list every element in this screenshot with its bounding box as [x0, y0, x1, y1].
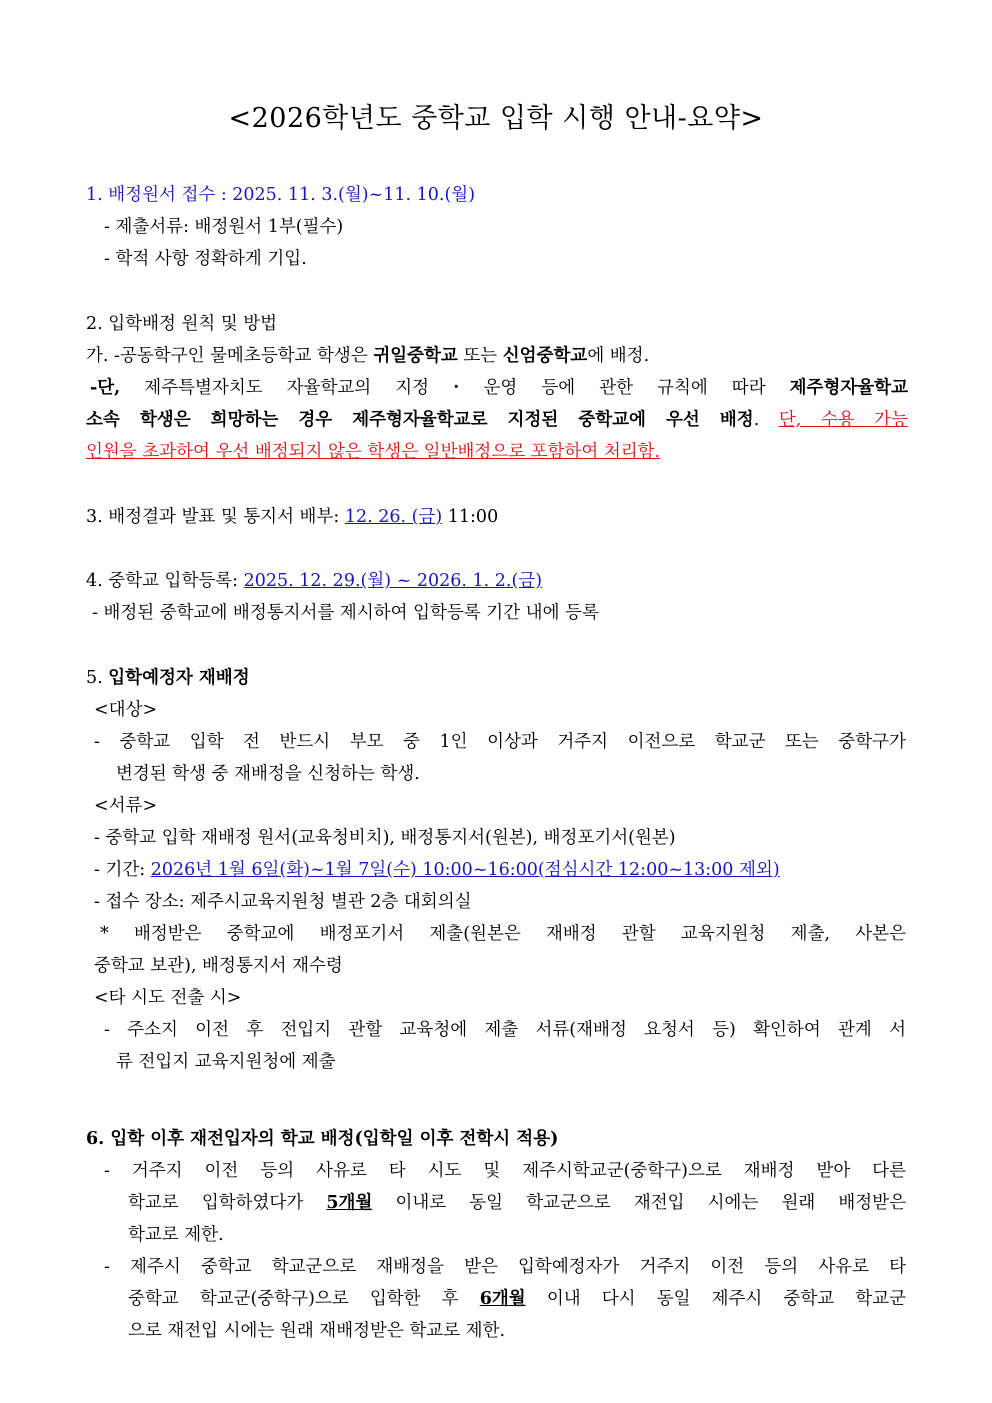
target-line-1: - 중학교 입학 전 반드시 부모 중 1인 이상과 거주지 이전으로 학교군 또는 중학구가 — [94, 732, 906, 752]
documents-label: <서류> — [94, 796, 158, 816]
section-2-exception-line-2 — [86, 408, 908, 432]
ga-suffix: 에 배정. — [587, 346, 650, 366]
period-value: 2026년 1월 6일(화)~1월 7일(수) 10:00~16:00(점심시간 12:00~13:00 제외) — [150, 860, 780, 880]
ga-prefix: 가. -공동학구인 물메초등학교 학생은 — [86, 346, 374, 366]
place-line: - 접수 장소: 제주시교육지원청 별관 2층 대회의실 — [94, 892, 472, 912]
other-region-label: <타 시도 전출 시> — [94, 988, 242, 1008]
registration-dates: 2025. 12. 29.(월) ~ 2026. 1. 2.(금) — [243, 571, 543, 591]
section-1-item-record: - 학적 사항 정확하게 기입. — [104, 249, 307, 269]
section-1-item-documents: - 제출서류: 배정원서 1부(필수) — [104, 217, 344, 237]
announcement-time: 11:00 — [442, 507, 499, 527]
note-line-1: * 배정받은 중학교에 배정포기서 제출(원본은 재배정 관할 교육지원청 제출, 사본은 — [100, 924, 906, 944]
announcement-date: 12. 26. (금) — [344, 507, 443, 527]
documents-line: - 중학교 입학 재배정 원서(교육청비치), 배정통지서(원본), 배정포기서(원본) — [94, 828, 676, 848]
ga-connector: 또는 — [457, 346, 503, 366]
section-6-para-2-line-1: - 제주시 중학교 학교군으로 재배정을 받은 입학예정자가 거주지 이전 등의 사유로 타 — [104, 1257, 906, 1277]
section-2-heading: 2. 입학배정 원칙 및 방법 — [86, 314, 278, 334]
target-line-2: 변경된 학생 중 재배정을 신청하는 학생. — [116, 764, 420, 784]
six-months-emphasis: 6개월 — [479, 1289, 526, 1309]
priority-period: . — [753, 410, 779, 430]
section-5-number: 5. — [86, 668, 109, 688]
para-1-text-b: 이내로 동일 학교군으로 재전입 시에는 원래 배정받은 — [372, 1193, 906, 1213]
period-label: - 기간: — [94, 860, 151, 880]
section-3-announcement — [86, 505, 910, 529]
section-6-para-1-line-2 — [128, 1191, 906, 1215]
note-line-2: 중학교 보관), 배정통지서 재수령 — [94, 956, 343, 976]
period-line — [94, 858, 918, 882]
para-2-text-b: 이내 다시 동일 제주시 중학교 학교군 — [525, 1289, 907, 1309]
exception-label: -단, — [90, 378, 121, 398]
para-1-text-a: 학교로 입학하였다가 — [128, 1193, 327, 1213]
section-6-para-1-line-3: 학교로 제한. — [128, 1225, 224, 1245]
para-2-text-a: 중학교 학교군(중학구)으로 입학한 후 — [128, 1289, 480, 1309]
section-6-heading: 6. 입학 이후 재전입자의 학교 배정(입학일 이후 전학시 적용) — [86, 1129, 559, 1149]
registration-label: 4. 중학교 입학등록: — [86, 571, 244, 591]
autonomous-school-term: 제주형자율학교 — [789, 378, 908, 398]
section-5-heading — [86, 666, 910, 690]
section-2-capacity-note: 인원을 초과하여 우선 배정되지 않은 학생은 일반배정으로 포함하여 처리함. — [86, 442, 661, 462]
capacity-note-start: 단, 수용 가능 — [778, 410, 908, 430]
section-4-registration — [86, 569, 910, 593]
other-region-line-1: - 주소지 이전 후 전입지 관할 교육청에 제출 서류(재배정 요청서 등) 확인하여 관계 서 — [104, 1020, 906, 1040]
section-6-para-2-line-3: 으로 재전입 시에는 원래 재배정받은 학교로 제한. — [128, 1321, 506, 1341]
section-5-title: 입학예정자 재배정 — [108, 668, 250, 688]
school-name-gwiil: 귀일중학교 — [373, 346, 458, 366]
five-months-emphasis: 5개월 — [326, 1193, 373, 1213]
section-1-heading: 1. 배정원서 접수 : 2025. 11. 3.(월)~11. 10.(월) — [86, 185, 476, 205]
section-6-para-1-line-1: - 거주지 이전 등의 사유로 타 시도 및 제주시학교군(중학구)으로 재배정 받아 다른 — [104, 1161, 906, 1181]
section-2-exception-line-1 — [90, 376, 908, 400]
announcement-label: 3. 배정결과 발표 및 통지서 배부: — [86, 507, 345, 527]
priority-assignment-text: 소속 학생은 희망하는 경우 제주형자율학교로 지정된 중학교에 우선 배정 — [86, 410, 754, 430]
section-6-para-2-line-2 — [128, 1287, 906, 1311]
page-title: <2026학년도 중학교 입학 시행 안내-요약> — [228, 103, 764, 134]
section-2-item-ga — [86, 344, 910, 368]
target-label: <대상> — [94, 700, 158, 720]
other-region-line-2: 류 전입지 교육지원청에 제출 — [116, 1052, 336, 1072]
school-name-sineom: 신엄중학교 — [502, 346, 588, 366]
exception-text: 제주특별자치도 자율학교의 지정・운영 등에 관한 규칙에 따라 — [120, 378, 790, 398]
section-4-item: - 배정된 중학교에 배정통지서를 제시하여 입학등록 기간 내에 등록 — [92, 603, 599, 623]
